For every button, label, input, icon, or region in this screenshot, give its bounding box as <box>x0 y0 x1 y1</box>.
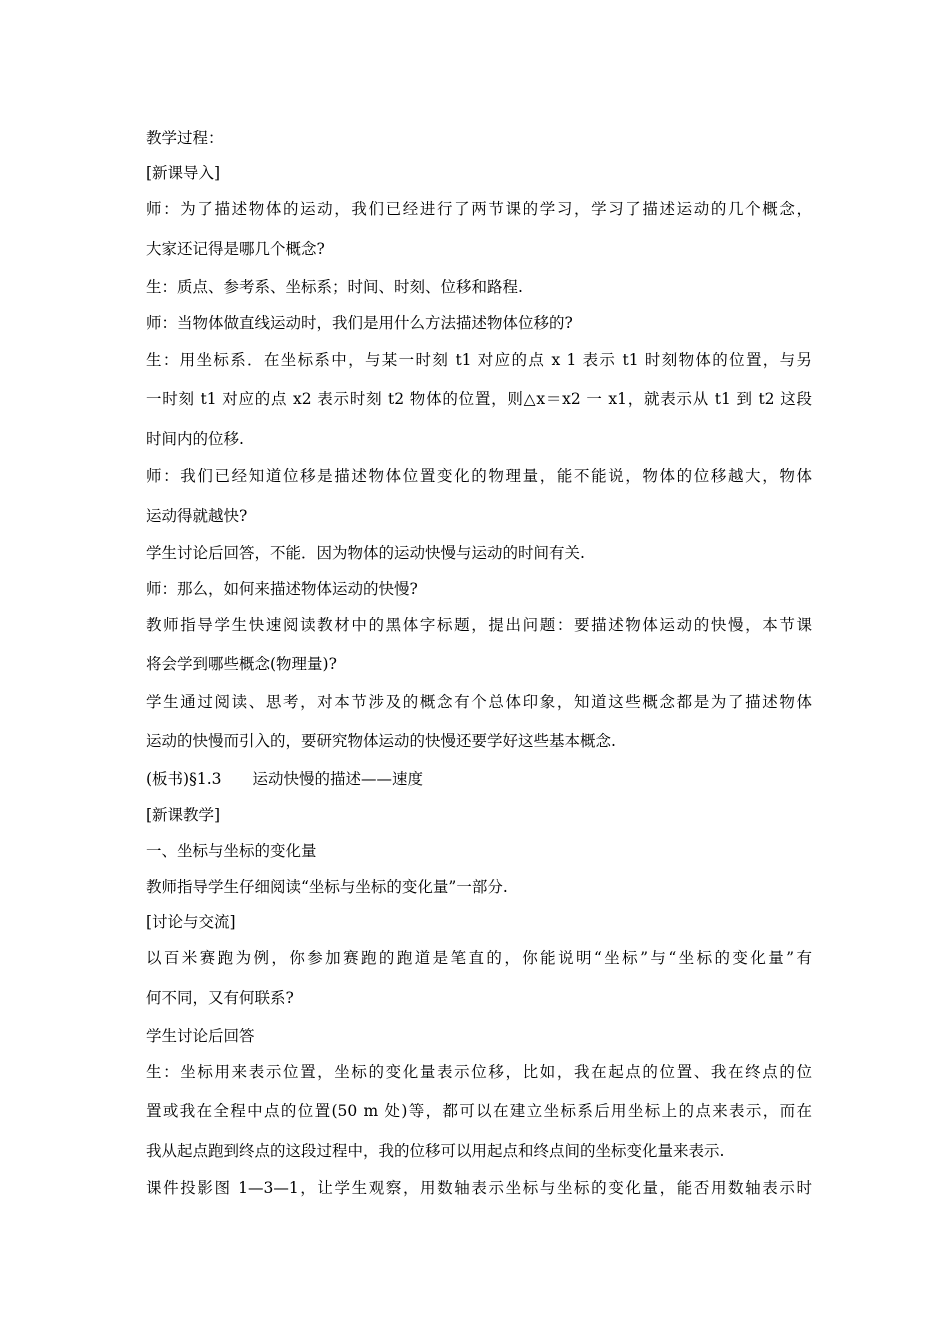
text-line: 大家还记得是哪几个概念? <box>146 240 325 258</box>
text-line: 学生讨论后回答 <box>146 1027 255 1045</box>
text-line: 时间内的位移. <box>146 430 244 448</box>
text-line: 生：质点、参考系、坐标系；时间、时刻、位移和路程. <box>146 278 523 296</box>
text-line: (板书)§1.3 运动快慢的描述——速度 <box>146 770 423 788</box>
text-line: [讨论与交流] <box>146 913 236 931</box>
text-line: 以百米赛跑为例，你参加赛跑的跑道是笔直的，你能说明“坐标”与“坐标的变化量”有 <box>146 949 812 967</box>
text-line: 师：我们已经知道位移是描述物体位置变化的物理量，能不能说，物体的位移越大，物体 <box>146 467 812 485</box>
text-line: 何不同，又有何联系? <box>146 989 294 1007</box>
text-line: 运动得就越快? <box>146 507 248 525</box>
text-line: [新课教学] <box>146 806 221 824</box>
text-line: [新课导入] <box>146 164 221 182</box>
text-line: 将会学到哪些概念(物理量)? <box>146 655 337 673</box>
text-line: 生：用坐标系．在坐标系中，与某一时刻 t1 对应的点 x 1 表示 t1 时刻物体的位置，与另 <box>146 351 812 369</box>
text-line: 师：为了描述物体的运动，我们已经进行了两节课的学习，学习了描述运动的几个概念， <box>146 200 812 218</box>
text-line: 生：坐标用来表示位置，坐标的变化量表示位移，比如，我在起点的位置、我在终点的位 <box>146 1063 812 1081</box>
text-line: 置或我在全程中点的位置(50 m 处)等，都可以在建立坐标系后用坐标上的点来表示，而在 <box>146 1102 812 1120</box>
text-line: 师：当物体做直线运动时，我们是用什么方法描述物体位移的? <box>146 314 573 332</box>
text-line: 教师指导学生仔细阅读“坐标与坐标的变化量”一部分. <box>146 878 508 896</box>
text-line: 教学过程： <box>146 129 224 147</box>
text-line: 课件投影图 1—3—1，让学生观察，用数轴表示坐标与坐标的变化量，能否用数轴表示时 <box>146 1179 812 1197</box>
text-line: 运动的快慢而引入的，要研究物体运动的快慢还要学好这些基本概念. <box>146 732 616 750</box>
text-line: 我从起点跑到终点的这段过程中，我的位移可以用起点和终点间的坐标变化量来表示. <box>146 1142 725 1160</box>
text-line: 教师指导学生快速阅读教材中的黑体字标题，提出问题：要描述物体运动的快慢，本节课 <box>146 616 812 634</box>
text-line: 学生通过阅读、思考，对本节涉及的概念有个总体印象，知道这些概念都是为了描述物体 <box>146 693 812 711</box>
text-line: 一、坐标与坐标的变化量 <box>146 842 317 860</box>
text-line: 师：那么，如何来描述物体运动的快慢? <box>146 580 418 598</box>
text-line: 学生讨论后回答，不能．因为物体的运动快慢与运动的时间有关. <box>146 544 585 562</box>
text-line: 一时刻 t1 对应的点 x2 表示时刻 t2 物体的位置，则△x＝x2 一 x1，就表示从 t1 到 t2 这段 <box>146 390 812 408</box>
